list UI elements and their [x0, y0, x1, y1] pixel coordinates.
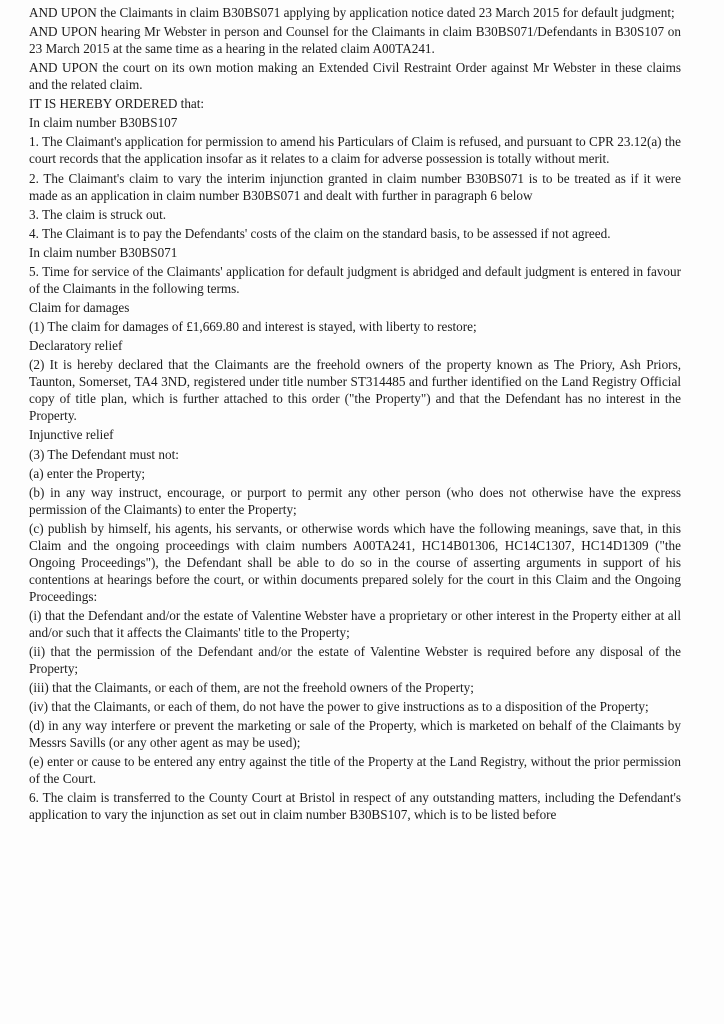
item-b: (b) in any way instruct, encourage, or purport to permit any other person (who does not otherwise have the express permission of the Claimants) to enter the Property; — [29, 484, 681, 517]
item-a: (a) enter the Property; — [29, 465, 146, 481]
item-c: (c) publish by himself, his agents, his servants, or otherwise words which have the following meanings, save that, in this Claim and the ongoing proceedings with claim numbers A00TA241, HC14B01306, HC14C1307, HC14D1309 ("the Ongoing Proceedings"), the Defendant shall be able to do so in the course of asserting arguments in support of his contentions at hearings before the court, or within documents prepared solely for the court in this Claim and the Ongoing Proceedings: — [29, 520, 681, 604]
order-paragraph-4: 4. The Claimant is to pay the Defendants' costs of the claim on the standard basis, to be assessed if not agreed. — [29, 225, 611, 241]
item-d: (d) in any way interfere or prevent the marketing or sale of the Property, which is marketed on behalf of the Claimants by Messrs Savills (or any other agent as may be used); — [29, 718, 681, 751]
order-paragraph-1: 1. The Claimant's application for permission to amend his Particulars of Claim is refused, and pursuant to CPR 23.12(a) the court records that the application insofar as it relates to a claim for adverse possession is totally without merit. — [29, 134, 681, 167]
order-paragraph-5: 5. Time for service of the Claimants' application for default judgment is abridged and default judgment is entered in favour of the Claimants in the following terms. — [29, 263, 681, 296]
sub-paragraph-2: (2) It is hereby declared that the Claimants are the freehold owners of the property known as The Priory, Ash Priors, Taunton, Somerset, TA4 3ND, registered under title number ST314485 and further identified on the Land Registry Official copy of title plan, which is further attached to this order ("the Property") and that the Defendant has no interest in the Property. — [29, 357, 681, 424]
order-paragraph-3: 3. The claim is struck out. — [29, 206, 167, 222]
item-c-iii: (iii) that the Claimants, or each of them, are not the freehold owners of the Property; — [29, 680, 474, 696]
claim-heading-b30bs107: In claim number B30BS107 — [29, 115, 178, 131]
order-paragraph-2: 2. The Claimant's claim to vary the interim injunction granted in claim number B30BS071 is to be treated as if it were made as an application in claim number B30BS071 and dealt with further in paragraph 6 below — [29, 170, 681, 203]
order-paragraph-6: 6. The claim is transferred to the County Court at Bristol in respect of any outstanding matters, including the Defendant's application to vary the injunction as set out in claim number B30BS107, which is to be listed before — [29, 790, 681, 823]
recital-default-judgment-application: AND UPON the Claimants in claim B30BS071 applying by application notice dated 23 March 2015 for default judgment; — [29, 5, 675, 20]
order-heading: IT IS HEREBY ORDERED that: — [29, 96, 205, 112]
sub-paragraph-1: (1) The claim for damages of £1,669.80 and interest is stayed, with liberty to restore; — [29, 319, 477, 335]
claim-heading-b30bs071: In claim number B30BS071 — [29, 244, 178, 260]
recital-hearing: AND UPON hearing Mr Webster in person and Counsel for the Claimants in claim B30BS071/Defendants in B30S107 on 23 March 2015 at the same time as a hearing in the related claim A00TA241. — [29, 24, 681, 57]
item-c-i: (i) that the Defendant and/or the estate of Valentine Webster have a proprietary or other interest in the Property either at all and/or such that it affects the Claimants' title to the Property; — [29, 607, 681, 640]
heading-claim-for-damages: Claim for damages — [29, 300, 130, 316]
sub-paragraph-3: (3) The Defendant must not: — [29, 446, 179, 462]
recital-civil-restraint-order: AND UPON the court on its own motion making an Extended Civil Restraint Order against Mr Webster in these claims and the related claim. — [29, 60, 681, 93]
heading-declaratory-relief: Declaratory relief — [29, 338, 123, 354]
heading-injunctive-relief: Injunctive relief — [29, 427, 114, 443]
item-c-iv: (iv) that the Claimants, or each of them, do not have the power to give instructions as to a disposition of the Property; — [29, 699, 649, 715]
item-e: (e) enter or cause to be entered any entry against the title of the Property at the Land Registry, without the prior permission of the Court. — [29, 754, 681, 787]
item-c-ii: (ii) that the permission of the Defendant and/or the estate of Valentine Webster is required before any disposal of the Property; — [29, 643, 681, 676]
order-text — [29, 4, 681, 826]
